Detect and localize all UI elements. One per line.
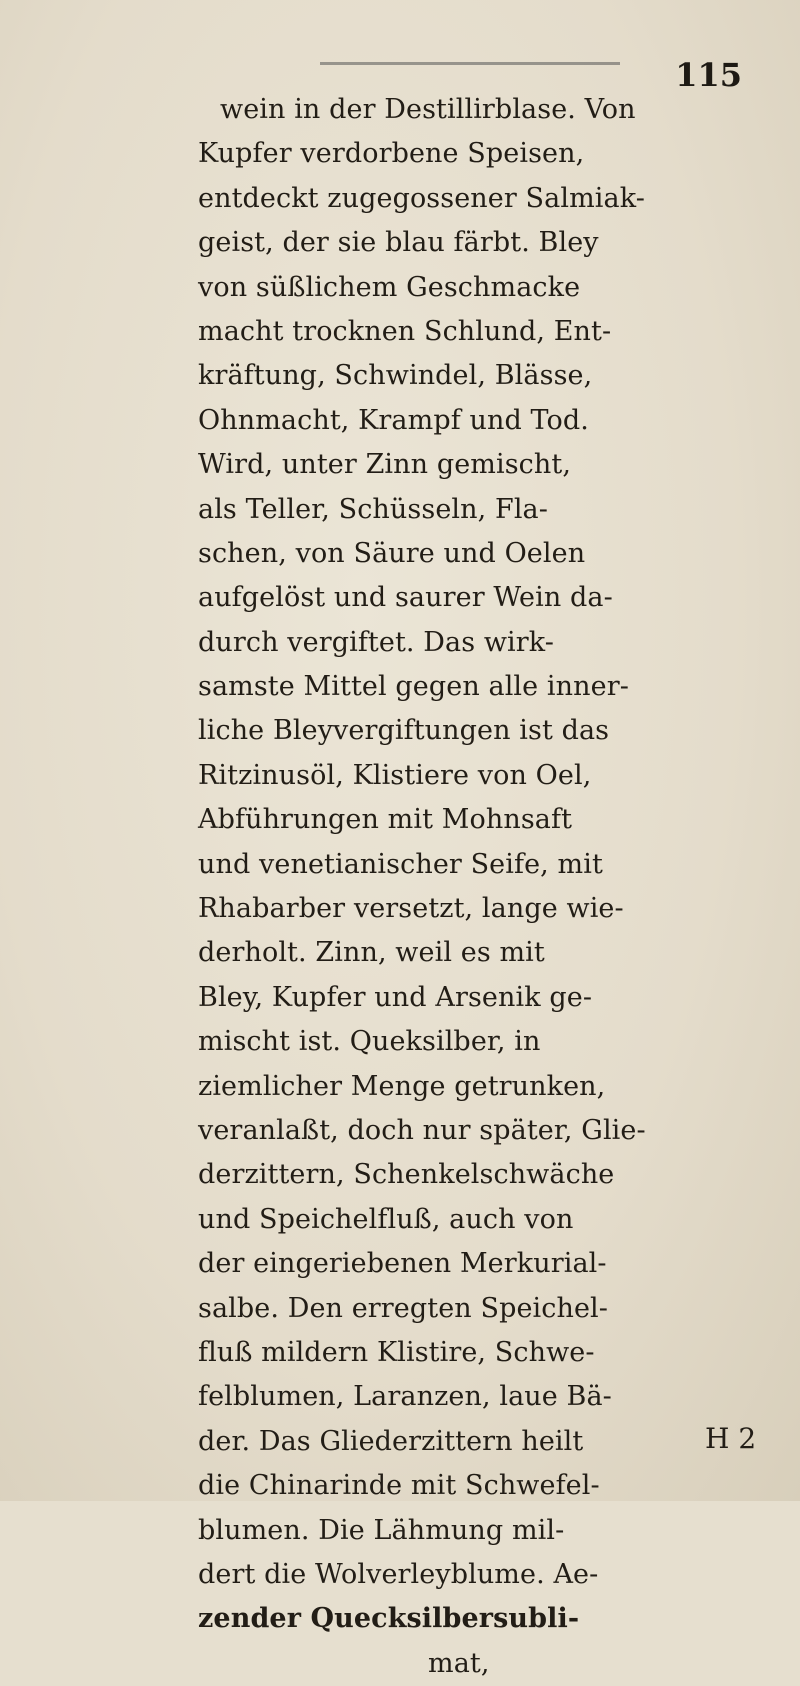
text-line: Wird, unter Zinn gemischt, [198, 449, 572, 481]
text-line: kräftung, Schwindel, Blässe, [198, 360, 593, 392]
text-line: von süßlichem Geschmacke [198, 271, 581, 303]
text-line: derzittern, Schenkelschwäche [198, 1159, 615, 1191]
text-line: felblumen, Laranzen, laue Bä- [198, 1381, 612, 1413]
text-line: zender Quecksilbersubli- [198, 1603, 580, 1635]
text-line: Rhabarber versetzt, lange wie- [198, 893, 624, 925]
text-line: derholt. Zinn, weil es mit [198, 937, 545, 969]
text-line: ziemlicher Menge getrunken, [198, 1070, 606, 1102]
text-line: Bley, Kupfer und Arsenik ge- [198, 981, 593, 1013]
text-line: dert die Wolverleyblume. Ae- [198, 1558, 599, 1590]
text-line: und venetianischer Seife, mit [198, 848, 603, 880]
text-line: veranlaßt, doch nur später, Glie- [198, 1114, 646, 1146]
text-line: wein in der Destillirblase. Von [220, 94, 636, 125]
text-line: macht trocknen Schlund, Ent- [198, 315, 612, 347]
text-line: Ohnmacht, Krampf und Tod. [198, 404, 589, 436]
text-line: Ritzinusöl, Klistiere von Oel, [198, 759, 592, 791]
text-line: entdeckt zugegossener Salmiak- [198, 182, 645, 214]
text-line: schen, von Säure und Oelen [198, 537, 586, 569]
text-line: samste Mittel gegen alle inner- [198, 671, 629, 703]
text-line: der. Das Gliederzittern heilt [198, 1425, 584, 1457]
text-line: und Speichelfluß, auch von [198, 1203, 574, 1235]
text-line: der eingeriebenen Merkurial- [198, 1248, 607, 1280]
text-line: Kupfer verdorbene Speisen, [198, 138, 585, 170]
body-text [198, 88, 678, 1686]
text-line: mat, [428, 1647, 490, 1679]
text-line: fluß mildern Klistire, Schwe- [198, 1336, 595, 1368]
text-line: durch vergiftet. Das wirk- [198, 626, 555, 658]
page-number: 115 [675, 56, 742, 94]
text-line: Abführungen mit Mohnsaft [198, 804, 573, 836]
text-line: salbe. Den erregten Speichel- [198, 1292, 609, 1324]
header-rule [320, 62, 620, 65]
signature-mark: H 2 [705, 1422, 757, 1455]
text-line: liche Bleyvergiftungen ist das [198, 715, 610, 747]
text-line: blumen. Die Lähmung mil- [198, 1514, 565, 1546]
text-line: mischt ist. Queksilber, in [198, 1026, 541, 1058]
text-line: als Teller, Schüsseln, Fla- [198, 493, 548, 525]
text-line: aufgelöst und saurer Wein da- [198, 582, 613, 614]
text-line: geist, der sie blau färbt. Bley [198, 227, 599, 259]
text-line: die Chinarinde mit Schwefel- [198, 1470, 600, 1502]
